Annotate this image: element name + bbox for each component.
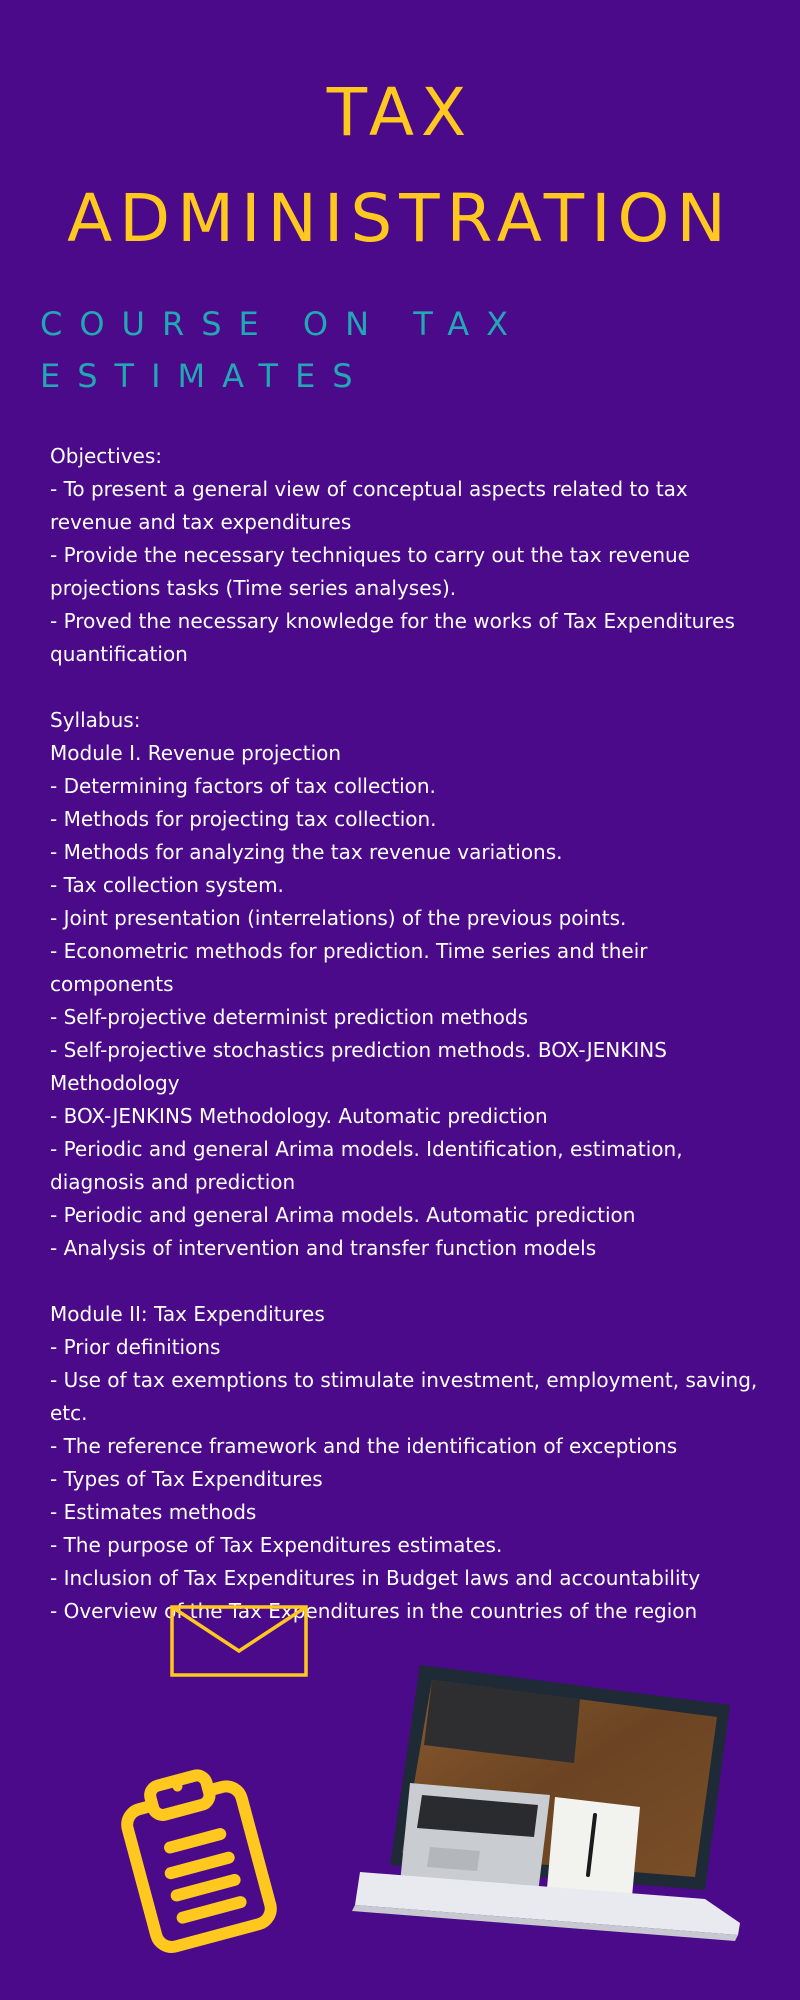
module-1-item: - Joint presentation (interrelations) of the previous points. <box>50 906 627 930</box>
envelope-icon <box>170 1605 310 1680</box>
subtitle-line-1: COURSE ON TAX <box>40 305 526 343</box>
module-1-item: - Methods for analyzing the tax revenue variations. <box>50 840 563 864</box>
module-1-item: - Self-projective stochastics prediction methods. BOX-JENKINS Methodology <box>50 1038 667 1095</box>
module-1-item: - Econometric methods for prediction. Time series and their components <box>50 939 648 996</box>
module-2-item: - The reference framework and the identification of exceptions <box>50 1434 678 1458</box>
objectives-heading: Objectives: <box>50 444 162 468</box>
module-1-item: - Tax collection system. <box>50 873 284 897</box>
module-2-item: - The purpose of Tax Expenditures estimates. <box>50 1533 503 1557</box>
module-2-title: Module II: Tax Expenditures <box>50 1302 325 1326</box>
module-2-item: - Inclusion of Tax Expenditures in Budget laws and accountability <box>50 1566 701 1590</box>
module-2-item: - Overview of the Tax Expenditures in the countries of the region <box>50 1599 698 1623</box>
syllabus-heading: Syllabus: <box>50 708 141 732</box>
module-2-item: - Prior definitions <box>50 1335 221 1359</box>
module-1-item: - Analysis of intervention and transfer function models <box>50 1236 597 1260</box>
course-description <box>50 440 770 1628</box>
title-line-2: ADMINISTRATION <box>67 180 733 257</box>
objective-item: - To present a general view of conceptual aspects related to tax revenue and tax expenditures <box>50 477 688 534</box>
module-2-item: - Use of tax exemptions to stimulate investment, employment, saving, etc. <box>50 1368 758 1425</box>
module-1-item: - BOX-JENKINS Methodology. Automatic prediction <box>50 1104 548 1128</box>
module-2-item: - Types of Tax Expenditures <box>50 1467 323 1491</box>
module-1-item: - Periodic and general Arima models. Automatic prediction <box>50 1203 636 1227</box>
module-1-item: - Periodic and general Arima models. Identification, estimation, diagnosis and prediction <box>50 1137 683 1194</box>
module-1-title: Module I. Revenue projection <box>50 741 342 765</box>
objective-item: - Provide the necessary techniques to carry out the tax revenue projections tasks (Time series analyses). <box>50 543 690 600</box>
module-1-item: - Self-projective determinist prediction methods <box>50 1005 529 1029</box>
clipboard-icon <box>105 1755 295 1955</box>
page-title <box>0 60 800 272</box>
module-1-item: - Determining factors of tax collection. <box>50 774 436 798</box>
spacer <box>50 671 770 704</box>
course-subtitle <box>40 298 660 402</box>
objective-item: - Proved the necessary knowledge for the works of Tax Expenditures quantification <box>50 609 735 666</box>
module-1-item: - Methods for projecting tax collection. <box>50 807 437 831</box>
spacer <box>50 1265 770 1298</box>
subtitle-line-2: ESTIMATES <box>40 357 370 395</box>
laptop-illustration <box>350 1665 750 1965</box>
module-2-item: - Estimates methods <box>50 1500 257 1524</box>
title-line-1: TAX <box>326 74 474 151</box>
